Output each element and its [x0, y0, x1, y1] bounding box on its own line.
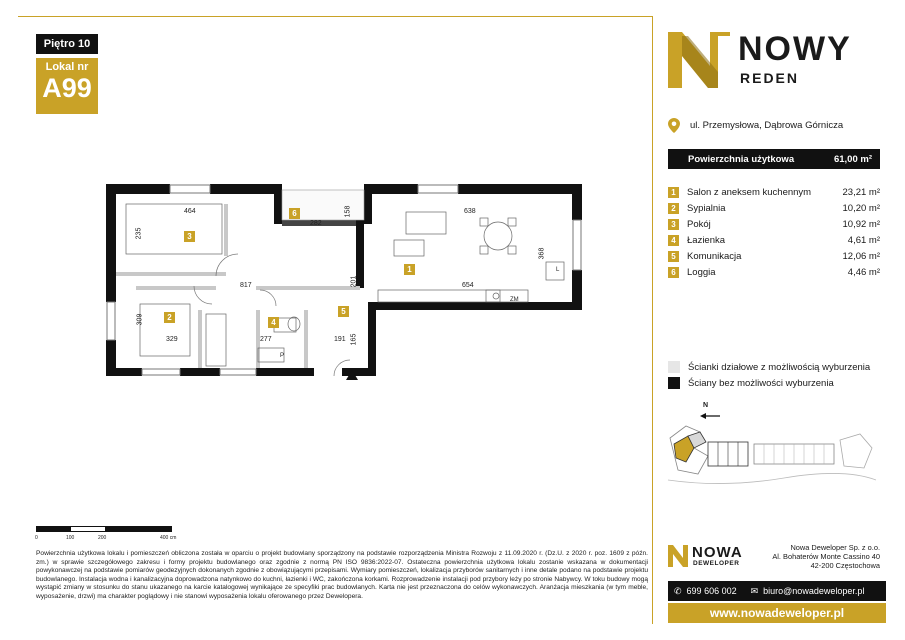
dimension-label: 201: [350, 275, 358, 288]
floor-badge: [36, 34, 98, 54]
legend-removable-swatch: [668, 361, 680, 373]
address-row: [668, 118, 843, 133]
scale-label: 0: [35, 535, 38, 541]
room-row: [668, 248, 880, 264]
email-icon: ✉: [750, 585, 759, 596]
room-number: 2: [668, 203, 679, 214]
room-row: [668, 232, 880, 248]
scale-bar: [36, 526, 172, 532]
room-name: Komunikacja: [687, 250, 742, 262]
room-area: 10,20 m²: [842, 202, 880, 214]
usable-area-bar: [668, 149, 880, 169]
plan-room-1: 1: [404, 264, 415, 275]
usable-area-label: Powierzchnia użytkowa: [688, 153, 795, 165]
footnote: Powierzchnia użytkowa lokalu i pomieszczeń obliczona została w oparciu o projekt budowlany sporządzony na podstawie rozporządzenia Ministra Rozwoju z 11.09.2020 r. (Dz.U. z 2020 r. poz. 1609 z późn. zm.) w sprawie szczegółowego zakresu i formy projektu budowlanego oraz zgodnie z normą PN ISO 9836:2022-07. Ostateczna powierzchnia użytkowa lokalu zostanie wskazana w dokumentacji powykonawczej na podstawie pomiarów geodezyjnych dokonanych zgodnie z obowiązującymi przepisami. Wymiary pomieszczeń, lokalizacja przyborów sanitarnych i inne detale podano na podstawie projektu budowlanego. Instalacja wodna i kanalizacyjna doprowadzona natynkowo do kuchni, łazienki i WC, zakończona korkami. Rozprowadzenie instalacji pod przybory leży po stronie Nabywcy. W toku budowy mogą wystąpić zmiany w stosunku do stanu ukazanego na karcie katalogowej wynikające ze specyfiki prac budowlanych. Karta nie jest przeznaczona do celów wykonawczych. Aranżacja mieszkania (w tym meble, wyposażenie, drzwi) ma charakter poglądowy i nie stanowi wyposażenia lokalu oferowanego przez Dewelopera.: [36, 550, 648, 600]
fridge-label: L: [556, 267, 560, 273]
washer-label: P: [280, 353, 285, 359]
room-number: 4: [668, 235, 679, 246]
site-plan-icon: [664, 418, 879, 498]
phone-icon: ✆: [674, 585, 682, 596]
room-number: 1: [668, 187, 679, 198]
unit-number: A99: [42, 73, 92, 103]
scale-segment: [37, 527, 71, 531]
room-row: [668, 264, 880, 280]
plan-room-4: 4: [268, 317, 279, 328]
dimension-label: 309: [136, 313, 144, 326]
compass-label: N: [703, 402, 709, 409]
dimension-label: 165: [350, 333, 358, 346]
room-area: 23,21 m²: [842, 186, 880, 198]
room-number: 5: [668, 251, 679, 262]
developer-logo: [668, 544, 758, 568]
usable-area-value: 61,00 m²: [833, 153, 872, 165]
legend-removable: [668, 361, 870, 373]
scale-segment: [71, 527, 105, 531]
developer-logo-line2: DEWELOPER: [693, 560, 740, 567]
email-address[interactable]: biuro@nowadeweloper.pl: [763, 586, 865, 596]
dimension-label: 277: [260, 336, 272, 343]
dimension-label: 191: [334, 336, 346, 343]
scale-label: 400 cm: [160, 535, 177, 541]
room-name: Salon z aneksem kuchennym: [687, 186, 812, 198]
room-area: 4,61 m²: [847, 234, 880, 246]
developer-logo-line1: NOWA: [692, 544, 743, 561]
dimension-label: 329: [166, 336, 178, 343]
dimension-label: 158: [344, 205, 352, 218]
website-bar: [668, 603, 886, 623]
room-area: 10,92 m²: [842, 218, 880, 230]
dimension-label: 368: [538, 247, 546, 260]
legend-removable-label: Ścianki działowe z możliwością wyburzenia: [688, 361, 871, 373]
dimension-label: 235: [135, 227, 143, 240]
unit-badge: [36, 58, 98, 114]
room-area: 12,06 m²: [842, 250, 880, 262]
brand-logo: [668, 32, 878, 88]
room-name: Łazienka: [687, 234, 726, 246]
address-text: ul. Przemysłowa, Dąbrowa Górnicza: [690, 120, 844, 131]
developer-city: 42-200 Częstochowa: [810, 561, 880, 570]
developer-address: [756, 543, 880, 570]
dimension-label: 817: [240, 282, 252, 289]
room-area: 4,46 m²: [847, 266, 880, 278]
room-row: [668, 200, 880, 216]
plan-room-2: 2: [164, 312, 175, 323]
website-link[interactable]: www.nowadeweloper.pl: [709, 606, 845, 620]
contact-bar: [668, 581, 886, 601]
developer-company: Nowa Deweloper Sp. z o.o.: [790, 543, 880, 552]
brand-name-line2: REDEN: [740, 70, 800, 86]
room-name: Sypialnia: [687, 202, 726, 214]
brand-name-line1: NOWY: [738, 30, 852, 68]
nowa-deweloper-n-icon: [668, 545, 688, 567]
room-row: [668, 216, 880, 232]
dimension-label: 638: [464, 208, 476, 215]
dimension-label: 282: [310, 220, 322, 227]
room-number: 6: [668, 267, 679, 278]
vertical-rule: [652, 16, 653, 624]
top-rule: [18, 16, 652, 17]
room-number: 3: [668, 219, 679, 230]
floor-label: Piętro 10: [43, 38, 91, 50]
unit-label: Lokal nr: [45, 61, 89, 73]
dimension-label: 654: [462, 282, 474, 289]
scale-segment: [105, 527, 171, 531]
legend-fixed-label: Ściany bez możliwości wyburzenia: [688, 377, 834, 389]
plan-room-3: 3: [184, 231, 195, 242]
location-pin-icon: [668, 118, 680, 133]
plan-room-6: 6: [289, 208, 300, 219]
phone-number[interactable]: 699 606 002: [686, 586, 737, 596]
nowy-reden-n-icon: [668, 32, 730, 88]
scale-label: 200: [98, 535, 107, 541]
plan-room-5: 5: [338, 306, 349, 317]
room-row: [668, 184, 880, 200]
room-name: Loggia: [687, 266, 716, 278]
legend-fixed-swatch: [668, 377, 680, 389]
scale-label: 100: [66, 535, 75, 541]
room-name: Pokój: [687, 218, 711, 230]
legend-fixed: [668, 377, 834, 389]
developer-street: Al. Bohaterów Monte Cassino 40: [772, 552, 880, 561]
dimension-label: 464: [184, 208, 196, 215]
microwave-label: ZM: [510, 297, 519, 303]
